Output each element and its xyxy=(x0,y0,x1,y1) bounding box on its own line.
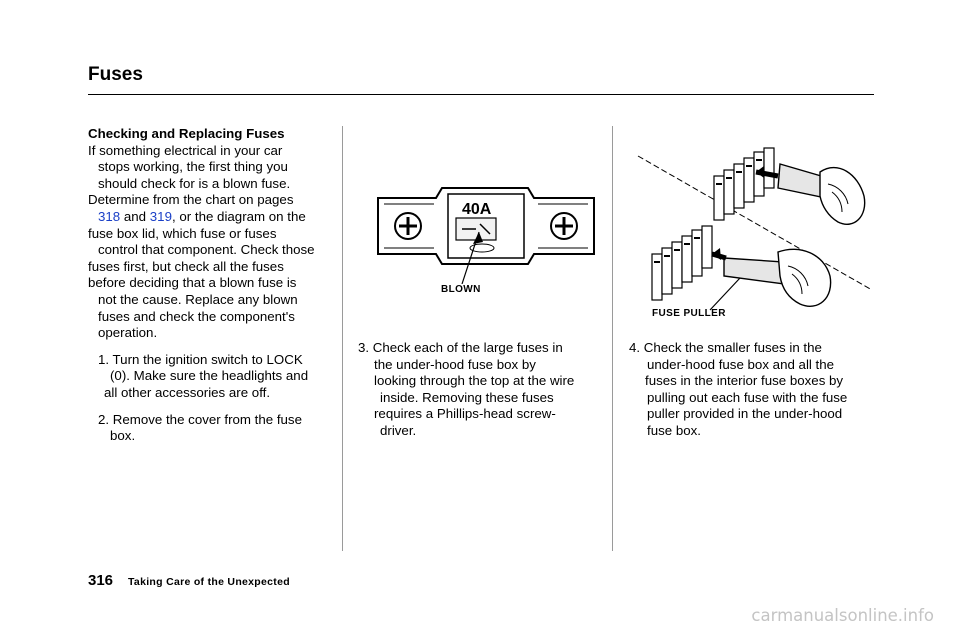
page-link-318[interactable]: 318 xyxy=(98,208,121,224)
step-2-line-1: 2. Remove the cover from the fuse xyxy=(98,411,302,427)
step-4-line-6: fuse box. xyxy=(647,422,701,438)
step-1 xyxy=(88,352,340,402)
column-small-fuses xyxy=(629,340,879,440)
column-checking-fuses xyxy=(88,126,340,445)
section-heading: Checking and Replacing Fuses xyxy=(88,126,285,141)
fuse-puller-illustration xyxy=(632,126,878,322)
page-title: Fuses xyxy=(88,64,143,85)
body-line-2: control that component. Check those xyxy=(98,242,315,258)
fuse-puller-caption: FUSE PULLER xyxy=(652,308,726,319)
step-3-line-5: requires a Phillips-head screw- xyxy=(374,406,556,422)
body-line-3: fuses first, but check all the fuses xyxy=(88,258,284,274)
step-4-line-1: 4. Check the smaller fuses in the xyxy=(629,340,822,355)
page-reference-line xyxy=(88,209,340,226)
step-2-line-2: box. xyxy=(110,428,136,444)
step-3-line-4: inside. Removing these fuses xyxy=(380,389,554,405)
ref-rest: , or the diagram on the xyxy=(171,208,306,224)
watermark: carmanualsonline.info xyxy=(751,606,934,625)
blown-caption: BLOWN xyxy=(441,284,481,295)
body-line-1: fuse box lid, which fuse or fuses xyxy=(88,225,277,241)
footer-section-title[interactable]: Taking Care of the Unexpected xyxy=(128,576,290,588)
page-link-319[interactable]: 319 xyxy=(149,208,172,224)
step-3-line-3: looking through the top at the wire xyxy=(374,373,575,389)
body-line-4: before deciding that a blown fuse is xyxy=(88,275,297,291)
step-1-line-1: 1. Turn the ignition switch to LOCK xyxy=(98,351,303,367)
intro-line-2: stops working, the first thing you xyxy=(98,159,288,175)
step-4-line-5: puller provided in the under-hood xyxy=(647,406,843,422)
fuse-rating-label: 40A xyxy=(462,201,492,218)
intro-line-1: If something electrical in your car xyxy=(88,142,283,158)
step-4-line-4: pulling out each fuse with the fuse xyxy=(647,389,848,405)
body-line-5: not the cause. Replace any blown xyxy=(98,291,298,307)
intro-line-3: should check for is a blown fuse. xyxy=(98,175,291,191)
step-4-line-2: under-hood fuse box and all the xyxy=(647,356,835,372)
page-number: 316 xyxy=(88,572,114,589)
column-large-fuses xyxy=(358,340,613,440)
title-rule xyxy=(88,94,874,95)
step-3-line-1: 3. Check each of the large fuses in xyxy=(358,340,563,355)
step-4-line-3: fuses in the interior fuse boxes by xyxy=(645,373,844,389)
step-1-line-3: all other accessories are off. xyxy=(104,384,271,400)
ref-and: and xyxy=(123,208,147,224)
step-3-line-6: driver. xyxy=(380,422,417,438)
column-divider-right xyxy=(612,126,613,551)
body-line-7: operation. xyxy=(98,325,158,341)
intro-line-4: Determine from the chart on pages xyxy=(88,192,294,208)
step-3-line-2: the under-hood fuse box by xyxy=(374,356,536,372)
body-line-6: fuses and check the component's xyxy=(98,308,295,324)
step-2 xyxy=(88,412,340,445)
step-1-line-2: (0). Make sure the headlights and xyxy=(110,368,309,384)
column-divider-left xyxy=(342,126,343,551)
large-fuse-illustration xyxy=(372,176,602,284)
